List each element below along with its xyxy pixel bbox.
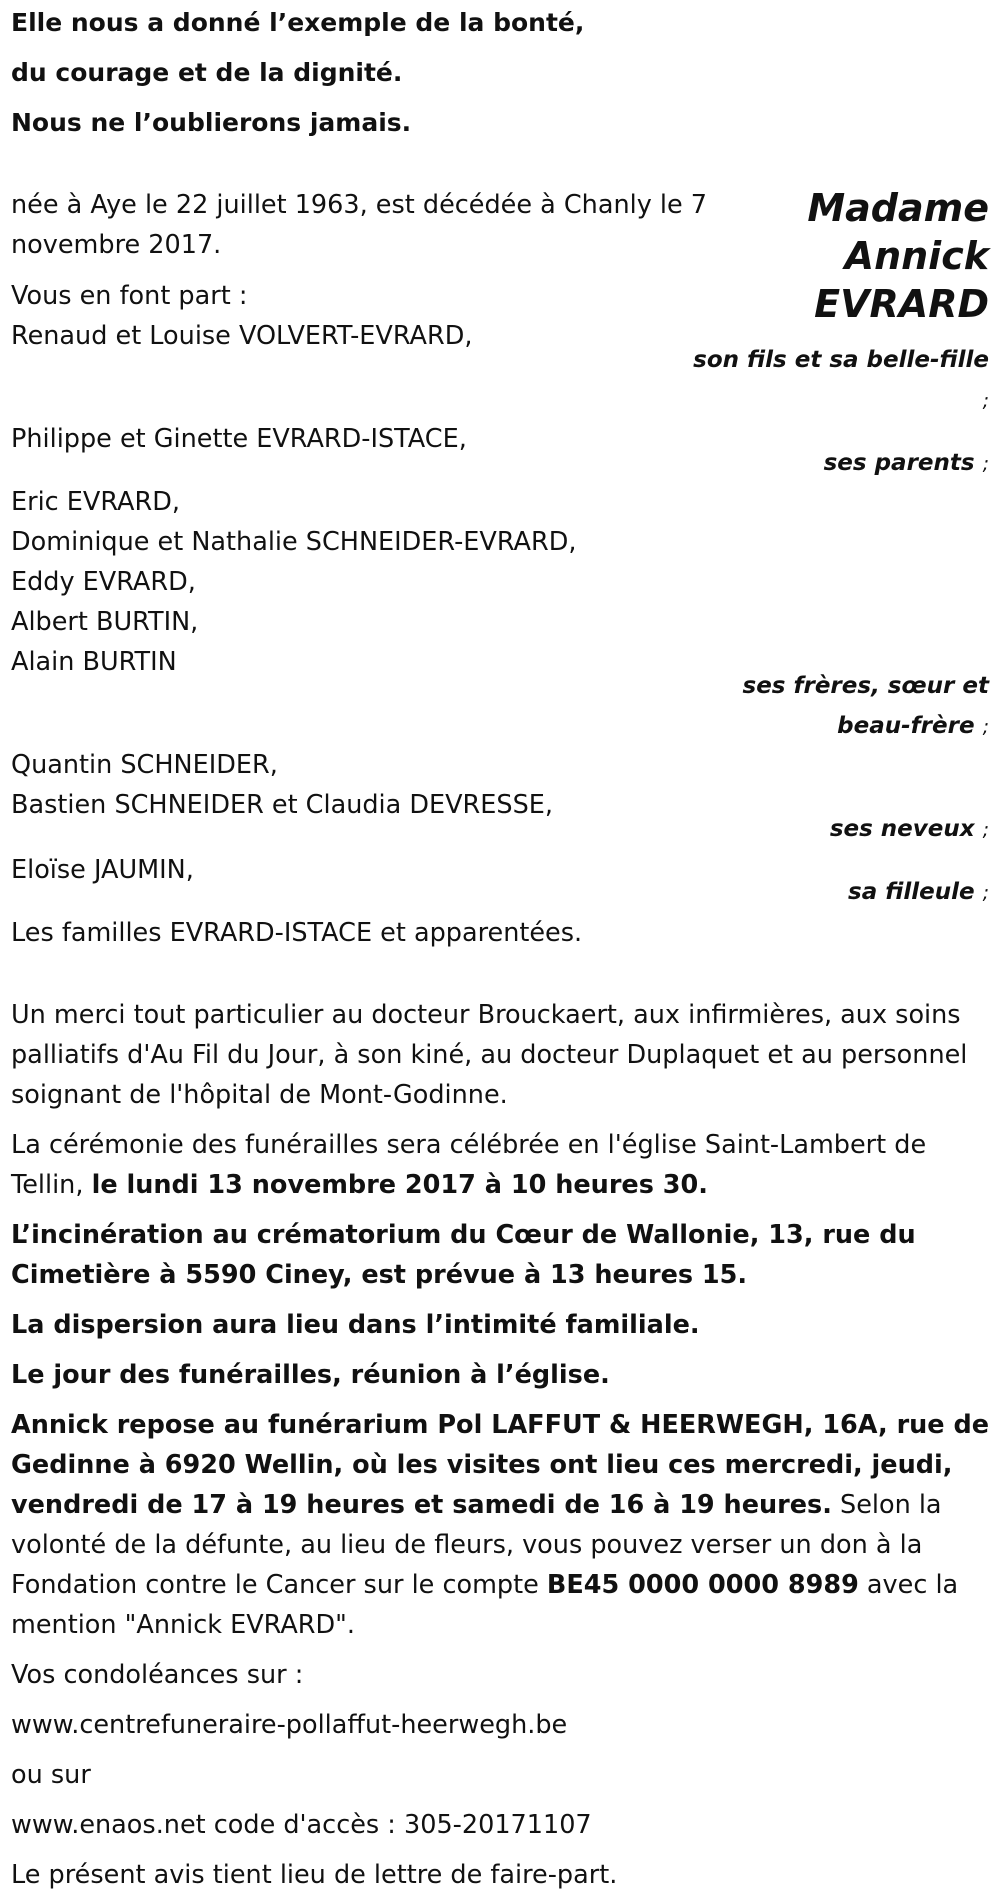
deceased-last-name: EVRARD [814,282,989,326]
condolences-label: Vos condoléances sur : [11,1660,304,1690]
relation-2-semicolon: ; [982,453,989,475]
ceremony-text: La cérémonie des funérailles sera célébrée en l'église Saint-Lambert de Tellin, [11,1130,927,1200]
announce: Vous en font part : [11,281,248,311]
group-2-name-1: Philippe et Ginette EVRARD-ISTACE, [11,424,467,454]
relation-3-semicolon: ; [982,716,989,738]
relation-3 [689,666,989,747]
birth-death: née à Aye le 22 juillet 1963, est décédée à Chanly le 7 novembre 2017. [11,190,708,260]
epigraph-line-1: Elle nous a donné l’exemple de la bonté, [11,8,585,37]
ceremony-date: le lundi 13 novembre 2017 à 10 heures 30. [91,1170,708,1200]
or-label: ou sur [11,1760,91,1790]
relation-2-text: ses parents [823,450,975,476]
relation-4-semicolon: ; [982,819,989,841]
funerarium-mention: avec la mention "Annick EVRARD". [11,1570,959,1640]
deceased-title: Madame [807,186,989,230]
relation-5-text: sa filleule [848,879,975,905]
relation-4 [689,809,989,850]
funerarium [11,1405,996,1645]
relation-5 [689,872,989,913]
website-link-1[interactable]: www.centrefuneraire-pollaffut-heerwegh.be [11,1710,568,1740]
epigraph-line-2: du courage et de la dignité. [11,58,403,87]
deceased-first-name: Annick [844,234,989,278]
website-link-2[interactable]: www.enaos.net code d'accès : 305-20171107 [11,1810,592,1840]
relation-5-semicolon: ; [982,882,989,904]
relation-2 [689,443,989,484]
epigraph-line-3: Nous ne l’oublierons jamais. [11,108,412,137]
closing: Le présent avis tient lieu de lettre de faire-part. [11,1860,618,1890]
ceremony [11,1125,996,1205]
relation-1 [689,340,989,421]
group-3-name-3: Eddy EVRARD, [11,567,196,597]
group-4-name-2: Bastien SCHNEIDER et Claudia DEVRESSE, [11,790,553,820]
meeting: Le jour des funérailles, réunion à l’église. [11,1360,610,1390]
group-3-name-5: Alain BURTIN [11,647,177,677]
group-3-name-4: Albert BURTIN, [11,607,199,637]
families: Les familles EVRARD-ISTACE et apparentées. [11,918,583,948]
funerarium-donation: Selon la volonté de la défunte, au lieu de fleurs, vous pouvez verser un don à la Fondation contre le Cancer sur le compte [11,1490,942,1600]
group-5-name-1: Eloïse JAUMIN, [11,855,194,885]
incineration: L’incinération au crématorium du Cœur de Wallonie, 13, rue du Cimetière à 5590 Ciney, est prévue à 13 heures 15. [11,1220,916,1290]
relation-1-text: son fils et sa belle-fille [693,347,989,373]
deceased-name [729,184,989,328]
funerarium-visits: Annick repose au funérarium Pol LAFFUT & HEERWEGH, 16A, rue de Gedinne à 6920 Wellin, où les visites ont lieu ces mercredi, jeudi, vendredi de 17 à 19 heures et samedi de 16 à 19 heures. [11,1410,990,1520]
relation-1-semicolon: ; [982,390,989,412]
group-3-name-2: Dominique et Nathalie SCHNEIDER-EVRARD, [11,527,577,557]
relation-4-text: ses neveux [829,816,975,842]
group-4-name-1: Quantin SCHNEIDER, [11,750,278,780]
group-1-name-1: Renaud et Louise VOLVERT-EVRARD, [11,321,473,351]
group-3-name-1: Eric EVRARD, [11,487,180,517]
bank-account: BE45 0000 0000 8989 [546,1570,859,1600]
thanks: Un merci tout particulier au docteur Brouckaert, aux infirmières, aux soins palliatifs d'Au Fil du Jour, à son kiné, au docteur Duplaquet et au personnel soignant de l'hôpital de Mont-Godinne. [11,1000,968,1110]
dispersion: La dispersion aura lieu dans l’intimité familiale. [11,1310,700,1340]
relation-3-text: ses frères, sœur et beau-frère [742,673,989,739]
